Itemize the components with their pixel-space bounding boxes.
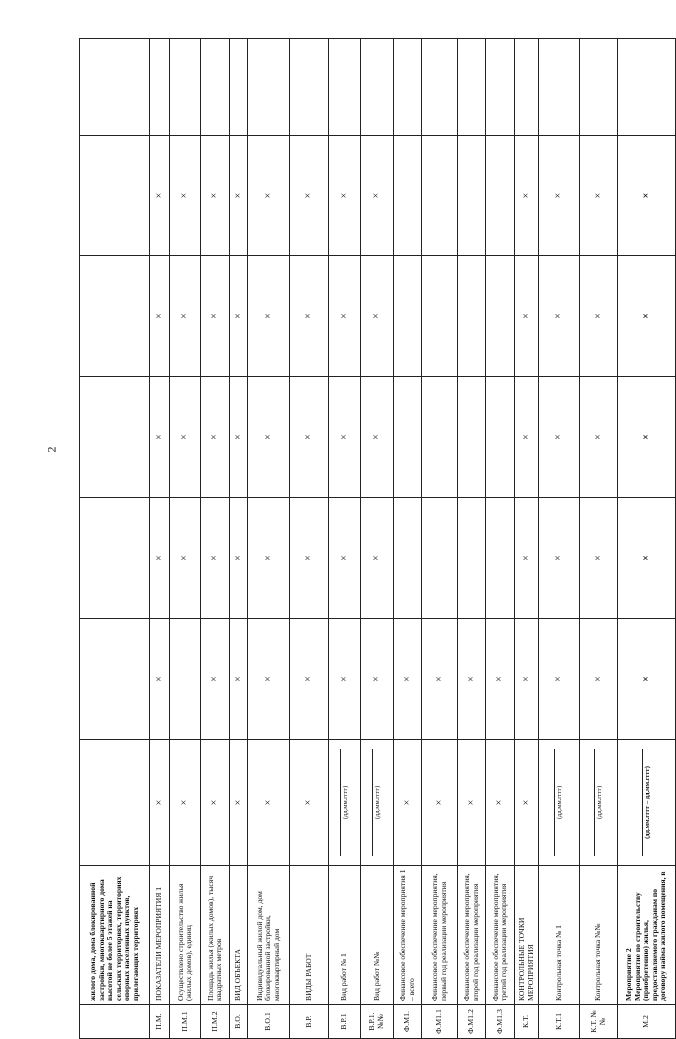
row-first-value	[618, 740, 676, 866]
row-first-value: ×	[230, 740, 248, 866]
empty-cell	[150, 39, 170, 136]
date-placeholder: (дд.мм.гггг)	[554, 749, 563, 856]
cross-mark-cell: ×	[515, 136, 539, 256]
row-name	[150, 866, 170, 1005]
cross-mark-cell: ×	[201, 619, 230, 740]
row-name-text: Контрольная точка №№	[593, 923, 603, 1001]
table-row	[248, 39, 290, 1039]
cross-mark-cell	[394, 136, 422, 256]
row-name	[394, 866, 422, 1005]
cross-mark-cell: ×	[230, 256, 248, 377]
row-code	[80, 1005, 150, 1039]
cross-mark-cell	[394, 256, 422, 377]
row-name	[361, 866, 394, 1005]
empty-cell	[290, 39, 329, 136]
cross-mark-cell: ×	[230, 377, 248, 498]
table-row	[422, 39, 458, 1039]
empty-cell	[422, 39, 458, 136]
cross-mark-cell: ×	[170, 136, 201, 256]
cross-mark-cell: ×	[618, 136, 676, 256]
table-row	[170, 39, 201, 1039]
cross-mark-cell: ×	[580, 498, 618, 619]
cross-mark-cell: ×	[248, 619, 290, 740]
cross-mark-cell: ×	[580, 619, 618, 740]
empty-cell	[201, 39, 230, 136]
empty-cell	[394, 39, 422, 136]
page-number: 2	[44, 446, 59, 453]
row-code: П.М.	[150, 1005, 170, 1039]
row-code: М.2	[618, 1005, 676, 1039]
cross-mark-cell: ×	[515, 619, 539, 740]
cross-mark-cell: ×	[150, 256, 170, 377]
cross-mark-cell: ×	[422, 619, 458, 740]
cross-mark-cell: ×	[618, 377, 676, 498]
cross-mark-cell	[80, 498, 150, 619]
cross-mark-cell	[422, 136, 458, 256]
table-row	[580, 39, 618, 1039]
empty-cell	[618, 39, 676, 136]
cross-mark-cell: ×	[170, 256, 201, 377]
cross-mark-cell: ×	[290, 377, 329, 498]
cross-mark-cell: ×	[150, 619, 170, 740]
table-body	[80, 39, 676, 1039]
cross-mark-cell	[486, 498, 515, 619]
cross-mark-cell	[486, 136, 515, 256]
cross-mark-cell	[394, 377, 422, 498]
row-first-value	[580, 740, 618, 866]
table-row	[80, 39, 150, 1039]
row-first-value	[539, 740, 580, 866]
cross-mark-cell: ×	[248, 256, 290, 377]
cross-mark-cell: ×	[329, 136, 361, 256]
cross-mark-cell	[458, 256, 486, 377]
table-row	[539, 39, 580, 1039]
empty-cell	[458, 39, 486, 136]
row-name	[290, 866, 329, 1005]
row-code: В.Р.1. №№	[361, 1005, 394, 1039]
cross-mark-cell: ×	[329, 377, 361, 498]
empty-cell	[329, 39, 361, 136]
cross-mark-cell: ×	[458, 619, 486, 740]
cross-mark-cell: ×	[618, 619, 676, 740]
row-name-text: Вид работ №№	[371, 951, 381, 1001]
row-code: К.Т.	[515, 1005, 539, 1039]
row-name	[201, 866, 230, 1005]
row-code: В.Р.1	[329, 1005, 361, 1039]
date-placeholder: (дд.мм.гггг – дд.мм.гггг)	[642, 749, 651, 856]
row-first-value: ×	[170, 740, 201, 866]
cross-mark-cell: ×	[201, 136, 230, 256]
row-code: П.М.1	[170, 1005, 201, 1039]
table-row	[394, 39, 422, 1039]
row-name	[618, 866, 676, 1005]
cross-mark-cell: ×	[361, 377, 394, 498]
row-name	[580, 866, 618, 1005]
empty-cell	[170, 39, 201, 136]
row-name-text: Вид работ № 1	[339, 953, 349, 1001]
table-row	[230, 39, 248, 1039]
cross-mark-cell: ×	[361, 619, 394, 740]
row-first-value: ×	[486, 740, 515, 866]
row-first-value	[361, 740, 394, 866]
cross-mark-cell	[80, 377, 150, 498]
cross-mark-cell: ×	[290, 256, 329, 377]
cross-mark-cell	[458, 136, 486, 256]
table-row	[201, 39, 230, 1039]
cross-mark-cell	[422, 498, 458, 619]
row-name-text: Финансовое обеспечение мероприятия, второй год реализации мероприятия	[462, 873, 480, 1001]
row-first-value	[80, 740, 150, 866]
row-name-text: ПОКАЗАТЕЛИ МЕРОПРИЯТИЯ 1	[154, 887, 164, 1001]
row-code: Ф.М1.2	[458, 1005, 486, 1039]
cross-mark-cell	[422, 256, 458, 377]
cross-mark-cell: ×	[618, 498, 676, 619]
cross-mark-cell	[170, 619, 201, 740]
date-placeholder: (дд.мм.гггг)	[594, 749, 603, 856]
cross-mark-cell: ×	[248, 498, 290, 619]
row-code: П.М.2	[201, 1005, 230, 1039]
row-name	[458, 866, 486, 1005]
cross-mark-cell: ×	[290, 136, 329, 256]
table-row	[150, 39, 170, 1039]
date-placeholder: (дд.мм.гггг)	[372, 749, 381, 856]
row-first-value: ×	[150, 740, 170, 866]
empty-cell	[486, 39, 515, 136]
cross-mark-cell: ×	[248, 377, 290, 498]
row-name-text: Площадь жилья (жилых домов), тысяч квадратных метров	[205, 875, 223, 1001]
row-name	[80, 866, 150, 1005]
row-first-value: ×	[248, 740, 290, 866]
row-code: К.Т. №№	[580, 1005, 618, 1039]
cross-mark-cell: ×	[290, 619, 329, 740]
empty-cell	[248, 39, 290, 136]
cross-mark-cell: ×	[201, 256, 230, 377]
table-row	[290, 39, 329, 1039]
cross-mark-cell: ×	[539, 256, 580, 377]
empty-cell	[515, 39, 539, 136]
cross-mark-cell	[458, 377, 486, 498]
cross-mark-cell: ×	[201, 377, 230, 498]
cross-mark-cell: ×	[150, 498, 170, 619]
cross-mark-cell: ×	[201, 498, 230, 619]
cross-mark-cell: ×	[515, 498, 539, 619]
row-first-value: ×	[394, 740, 422, 866]
cross-mark-cell: ×	[170, 498, 201, 619]
row-name	[515, 866, 539, 1005]
cross-mark-cell: ×	[290, 498, 329, 619]
cross-mark-cell: ×	[150, 136, 170, 256]
row-first-value: ×	[422, 740, 458, 866]
cross-mark-cell: ×	[361, 256, 394, 377]
row-first-value: ×	[515, 740, 539, 866]
cross-mark-cell	[80, 256, 150, 377]
row-first-value	[329, 740, 361, 866]
cross-mark-cell: ×	[539, 619, 580, 740]
cross-mark-cell: ×	[361, 498, 394, 619]
row-name-text: Осуществлено строительство жилья (жилых домов), единиц	[175, 883, 193, 1001]
row-code: В.О.1	[248, 1005, 290, 1039]
cross-mark-cell	[80, 136, 150, 256]
cross-mark-cell	[394, 498, 422, 619]
row-name-text: ВИД ОБЪЕКТА	[233, 949, 243, 1001]
date-placeholder: (дд.мм.гггг)	[340, 749, 349, 856]
row-code: Ф.М1.	[394, 1005, 422, 1039]
empty-cell	[539, 39, 580, 136]
cross-mark-cell: ×	[329, 619, 361, 740]
row-name-text: Финансовое обеспечение мероприятия, первый год реализации мероприятия	[430, 873, 448, 1001]
row-name-text: Мероприятие 2 Мероприятие по строительству (приобретению) жилья, предоставляемого гражданам по договору найма жилого помещения, в	[624, 871, 668, 1001]
row-name	[539, 866, 580, 1005]
cross-mark-cell: ×	[618, 256, 676, 377]
row-name	[329, 866, 361, 1005]
measures-table	[79, 38, 676, 1039]
cross-mark-cell: ×	[580, 377, 618, 498]
cross-mark-cell: ×	[515, 377, 539, 498]
row-name-text: ВИДЫ РАБОТ	[303, 953, 313, 1001]
row-code: В.Р.	[290, 1005, 329, 1039]
row-name-text: Финансовое обеспечение мероприятия 1 – всего	[398, 869, 416, 1001]
row-name	[248, 866, 290, 1005]
row-code: Ф.М1.1	[422, 1005, 458, 1039]
row-first-value: ×	[201, 740, 230, 866]
cross-mark-cell	[458, 498, 486, 619]
cross-mark-cell: ×	[329, 256, 361, 377]
empty-cell	[580, 39, 618, 136]
table-row	[329, 39, 361, 1039]
row-name	[170, 866, 201, 1005]
cross-mark-cell: ×	[150, 377, 170, 498]
cross-mark-cell: ×	[539, 136, 580, 256]
table-row	[486, 39, 515, 1039]
row-name	[486, 866, 515, 1005]
empty-cell	[361, 39, 394, 136]
row-code: Ф.М1.3	[486, 1005, 515, 1039]
row-first-value: ×	[290, 740, 329, 866]
cross-mark-cell: ×	[230, 619, 248, 740]
row-name	[422, 866, 458, 1005]
row-name	[230, 866, 248, 1005]
table-row	[361, 39, 394, 1039]
row-first-value: ×	[458, 740, 486, 866]
table-row	[458, 39, 486, 1039]
cross-mark-cell: ×	[486, 619, 515, 740]
cross-mark-cell: ×	[394, 619, 422, 740]
cross-mark-cell: ×	[361, 136, 394, 256]
table-row	[618, 39, 676, 1039]
table-row	[515, 39, 539, 1039]
empty-cell	[230, 39, 248, 136]
cross-mark-cell	[80, 619, 150, 740]
cross-mark-cell: ×	[515, 256, 539, 377]
cross-mark-cell: ×	[248, 136, 290, 256]
cross-mark-cell: ×	[230, 136, 248, 256]
cross-mark-cell: ×	[539, 498, 580, 619]
row-code: В.О.	[230, 1005, 248, 1039]
cross-mark-cell: ×	[580, 136, 618, 256]
cross-mark-cell: ×	[580, 256, 618, 377]
cross-mark-cell	[486, 377, 515, 498]
empty-cell	[80, 39, 150, 136]
row-code: К.Т.1	[539, 1005, 580, 1039]
row-name-text: Индивидуальный жилой дом, дом блокированной застройки, многоквартирный дом	[254, 891, 281, 1001]
cross-mark-cell	[486, 256, 515, 377]
row-name-text: КОНТРОЛЬНЫЕ ТОЧКИ МЕРОПРИЯТИЯ	[517, 917, 535, 1001]
cross-mark-cell	[422, 377, 458, 498]
cross-mark-cell: ×	[230, 498, 248, 619]
row-name-text: жилого дома, дома блокированной застройки, многоквартирного дома высотой не более 5 этажей на сельских территориях, территориях опорных населенных пунктов, прилегающих территориях	[88, 876, 140, 1001]
row-name-text: Контрольная точка № 1	[553, 925, 563, 1001]
cross-mark-cell: ×	[170, 377, 201, 498]
cross-mark-cell: ×	[329, 498, 361, 619]
row-name-text: Финансовое обеспечение мероприятия, третий год реализации мероприятия	[490, 873, 508, 1001]
rotated-table-wrapper	[79, 39, 668, 1039]
cross-mark-cell: ×	[539, 377, 580, 498]
